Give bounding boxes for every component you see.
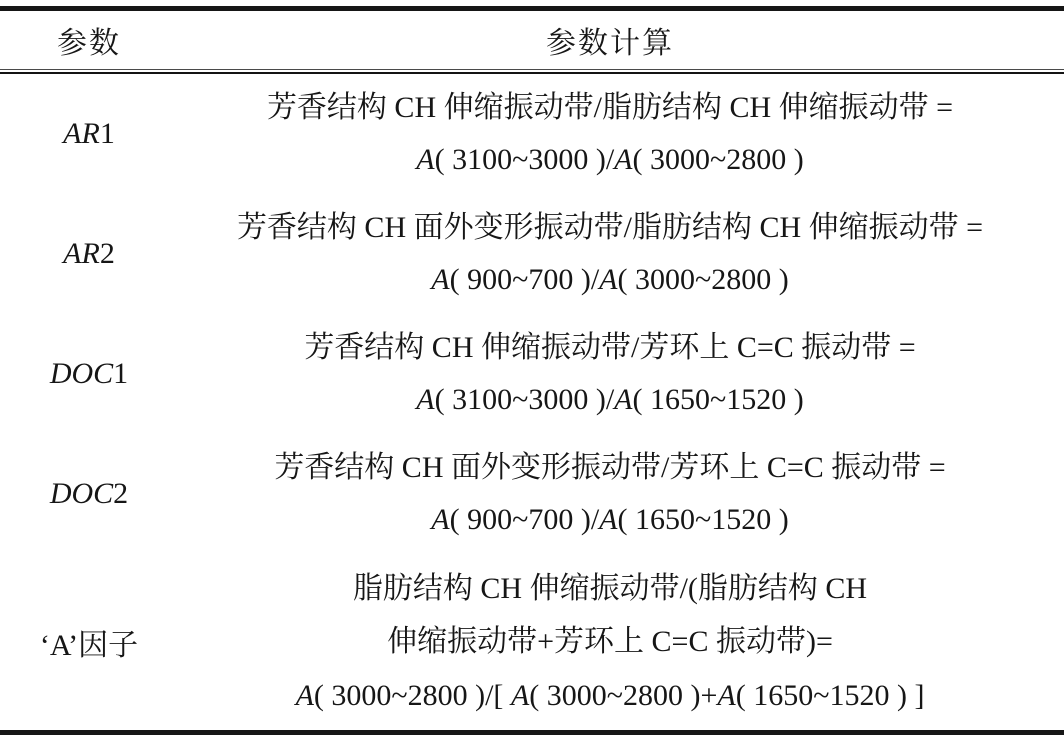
formula-line: A( 3000~2800 )/[ A( 3000~2800 )+A( 1650~1520 ) ] [295, 678, 925, 712]
formula-line: A( 900~700 )/A( 3000~2800 ) [431, 263, 789, 297]
param-cell: AR 2 [63, 237, 115, 270]
header-param-calc: 参数计算 [546, 27, 674, 60]
table-row [0, 194, 1064, 314]
table-row [0, 554, 1064, 730]
table-bottom-rule [0, 730, 1064, 735]
param-cell: AR 1 [63, 117, 115, 150]
table-row [0, 314, 1064, 434]
formula-line: 芳香结构 CH 面外变形振动带/脂肪结构 CH 伸缩振动带 = [236, 210, 984, 244]
formula-cell [178, 314, 1064, 434]
table-row [0, 74, 1064, 194]
formula-cell [178, 434, 1064, 554]
formula-line: 芳香结构 CH 伸缩振动带/脂肪结构 CH 伸缩振动带 = [266, 90, 954, 124]
formula-cell [178, 554, 1064, 730]
param-cell: DOC 1 [49, 357, 129, 390]
param-cell: ‘A’因子 [39, 629, 139, 662]
param-cell: DOC 2 [49, 477, 129, 510]
table-header-row [0, 11, 1064, 69]
header-param: 参数 [57, 27, 121, 60]
formula-line: 脂肪结构 CH 伸缩振动带/(脂肪结构 CH [352, 571, 868, 605]
table-row [0, 434, 1064, 554]
formula-line: 芳香结构 CH 伸缩振动带/芳环上 C=C 振动带 = [304, 330, 916, 364]
formula-cell [178, 74, 1064, 194]
formula-line: A( 3100~3000 )/A( 1650~1520 ) [416, 383, 804, 417]
formula-cell [178, 194, 1064, 314]
formula-line: A( 900~700 )/A( 1650~1520 ) [431, 503, 789, 537]
formula-line: 芳香结构 CH 面外变形振动带/芳环上 C=C 振动带 = [274, 450, 946, 484]
formula-line: A( 3100~3000 )/A( 3000~2800 ) [416, 143, 804, 177]
formula-line: 伸缩振动带+芳环上 C=C 振动带)= [387, 625, 833, 658]
